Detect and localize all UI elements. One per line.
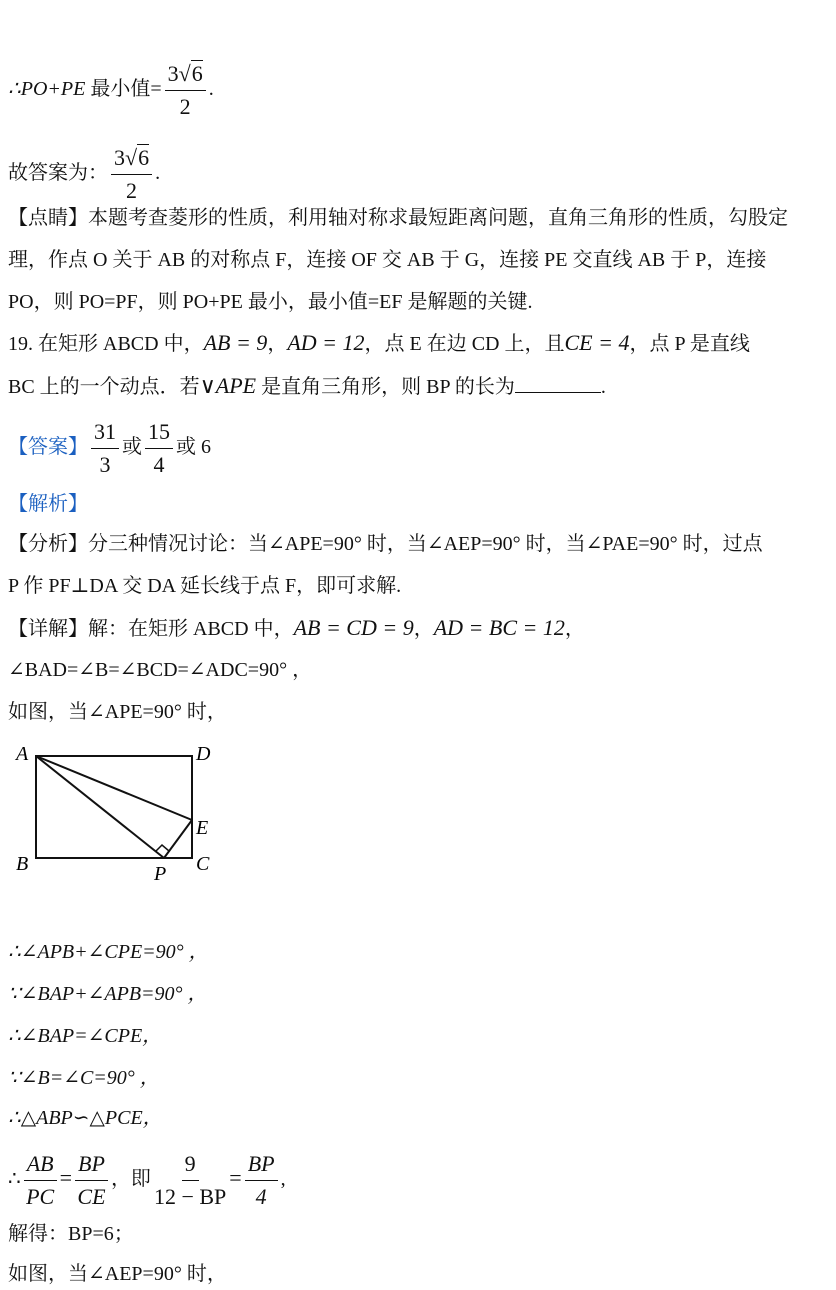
- analysis-line-2: P 作 PF⊥DA 交 DA 延长线于点 F，即可求解.: [8, 575, 402, 597]
- comment-line-1: 【点睛】本题考查菱形的性质，利用轴对称求最短距离问题，直角三角形的性质，勾股定: [8, 207, 788, 229]
- answer-restate-line: 故答案为： $\frac{3√6}{2}$ .: [8, 142, 160, 207]
- problem-line-2: BC 上的一个动点．若∨APE 是直角三角形，则 BP 的长为 .: [8, 373, 606, 398]
- label-d: D: [196, 743, 211, 765]
- segment-pe: [164, 820, 192, 858]
- step-4: ∵∠B=∠C=90° ，: [8, 1067, 160, 1089]
- rectangle-figure: [8, 738, 238, 888]
- detail-line-1: 【详解】解：在矩形 ABCD 中，AB = CD = 9，AD = BC = 12，: [8, 615, 585, 640]
- rectangle-abcd: [36, 756, 192, 858]
- result-expression: ∴PO+PE: [8, 78, 86, 101]
- segment-ap: [36, 756, 164, 858]
- segment-ae: [36, 756, 192, 820]
- ratio-ab-pc: $\frac{AB}{PC}$: [24, 1148, 57, 1213]
- answer-fraction-1: $\frac{31}{3}$: [91, 416, 119, 481]
- label-c: C: [196, 853, 210, 875]
- sqrt-icon: √: [178, 61, 191, 86]
- step-3: ∴∠BAP=∠CPE，: [8, 1025, 163, 1047]
- comment-line-3: PO，则 PO=PF，则 PO+PE 最小，最小值=EF 是解题的关键.: [8, 291, 533, 313]
- sqrt-icon: √: [125, 145, 138, 170]
- comment-label: 【点睛】: [8, 207, 88, 229]
- problem-line-1: 19. 在矩形 ABCD 中，AB = 9，AD = 12，点 E 在边 CD 上，且CE = 4，点 P 是直线: [8, 330, 750, 355]
- detail-label: 【详解】: [8, 618, 88, 640]
- step-2: ∵∠BAP+∠APB=90° ，: [8, 983, 208, 1005]
- step-7: 解得：BP=6；: [8, 1223, 134, 1245]
- result-text: 最小值=: [85, 78, 162, 101]
- answer-line: 【答案】 $\frac{31}{3}$ 或 $\frac{15}{4}$ 或 6: [8, 416, 211, 481]
- right-angle-mark: [156, 845, 169, 851]
- analysis-line-1: 【分析】分三种情况讨论：当∠APE=90° 时，当∠AEP=90° 时，当∠PAE=90° 时，过点: [8, 533, 763, 555]
- answer-blank: [515, 372, 601, 393]
- label-a: A: [16, 743, 29, 765]
- result-line: ∴PO+PE 最小值= $\frac{3√6}{2}$ .: [8, 58, 214, 123]
- answer-fraction-2: $\frac{15}{4}$: [145, 416, 173, 481]
- step-6-ratio: ∴ $\frac{AB}{PC}$ = $\frac{BP}{CE}$ ，即 $\frac{9}{12 - BP}$ = $\frac{BP}{4}$ ,: [8, 1148, 286, 1213]
- step-5: ∴△ABP∽△PCE，: [8, 1107, 163, 1129]
- analysis-sub-label: 【分析】: [8, 533, 88, 555]
- ratio-bp-ce: $\frac{BP}{CE}$: [75, 1148, 108, 1213]
- answer-label: 【答案】: [8, 436, 88, 459]
- answer-restate-fraction: $\frac{3√6}{2}$: [111, 142, 152, 207]
- result-fraction: $\frac{3√6}{2}$: [165, 58, 206, 123]
- step-8: 如图，当∠AEP=90° 时，: [8, 1263, 227, 1285]
- label-p: P: [154, 863, 167, 885]
- detail-line-2: ∠BAD=∠B=∠BCD=∠ADC=90° ，: [8, 659, 313, 681]
- label-e: E: [196, 817, 209, 839]
- ratio-9-over: $\frac{9}{12 - BP}$: [154, 1148, 226, 1213]
- step-1: ∴∠APB+∠CPE=90° ，: [8, 941, 209, 963]
- label-b: B: [16, 853, 29, 875]
- ratio-bp-4: $\frac{BP}{4}$: [245, 1148, 278, 1213]
- detail-line-3: 如图，当∠APE=90° 时，: [8, 701, 227, 723]
- analysis-label: 【解析】: [8, 493, 88, 515]
- comment-line-2: 理，作点 O 关于 AB 的对称点 F，连接 OF 交 AB 于 G，连接 PE 交直线 AB 于 P，连接: [8, 249, 767, 271]
